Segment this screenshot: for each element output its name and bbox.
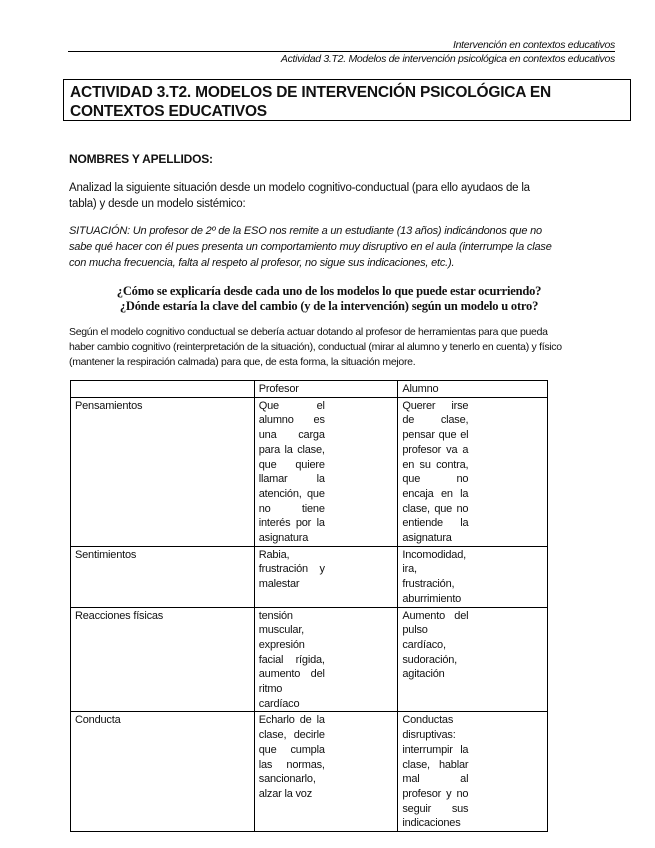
answer-text: Según el modelo cognitivo conductual se debería actuar dotando al profesor de herramientas para que pueda haber cambio cognitivo (reinterpretación de la situación), conductual (mirar al alumno y tenerlo en cuenta) y físico (mantener la respiración calmada) para que, de esta forma, la situación mejore. [69,326,562,368]
table-header-row [71,381,548,398]
activity-title: ACTIVIDAD 3.T2. MODELOS DE INTERVENCIÓN PSICOLÓGICA EN CONTEXTOS EDUCATIVOS [63,79,631,121]
table-row [71,397,548,546]
cell-profesor [254,712,398,832]
header-activity: Actividad 3.T2. Modelos de intervención psicológica en contextos educativos [280,53,615,65]
cell-text: Aumento del pulso cardíaco, sudoración, agitación [402,609,469,681]
cell-profesor [254,546,398,607]
cell-text: Conductas disruptivas: interrumpir la clase, hablar mal al profesor y no seguir sus indicaciones [402,714,469,830]
table-row [71,607,548,712]
header-rule [68,51,615,52]
header-course: Intervención en contextos educativos [453,39,615,51]
question-1: ¿Cómo se explicaría desde cada uno de los modelos lo que puede estar ocurriendo? [116,284,542,298]
cell-alumno [398,607,548,712]
intro-text: Analizad la siguiente situación desde un modelo cognitivo-conductual (para ello ayudaos de la tabla) y desde un modelo sistémico: [69,182,530,210]
cell-text: Incomodidad, ira, frustración, aburrimiento [402,548,467,605]
header-cell-alumno: Alumno [398,381,548,398]
row-label: Reacciones físicas [71,607,255,712]
cell-profesor [254,397,398,546]
cell-alumno [398,546,548,607]
cell-profesor [254,607,398,712]
analysis-table [70,380,548,832]
header-cell-empty [71,381,255,398]
cell-text: Echarlo de la clase, decirle que cumpla las normas, sancionarlo, alzar la voz [258,714,325,800]
row-label: Pensamientos [71,397,255,546]
cell-text: Querer irse de clase, pensar que el profesor va a en su contra, que no encaja en la clase, que no entiende la asignatura [402,399,469,545]
table-row [71,546,548,607]
header-cell-profesor: Profesor [254,381,398,398]
names-label: NOMBRES Y APELLIDOS: [69,152,213,166]
cell-text: tensión muscular, expresión facial rígida, aumento del ritmo cardíaco [258,609,325,710]
cell-text: Que el alumno es una carga para la clase, que quiere llamar la atención, que no tiene interés por la asignatura [258,399,325,545]
cell-text: Rabia, frustración y malestar [258,548,325,591]
situation-text: SITUACIÓN: Un profesor de 2º de la ESO nos remite a un estudiante (13 años) indicándonos que no sabe qué hacer con él pues presenta un comportamiento muy disruptivo en el aula (interrumpe la clase con mucha frecuencia, falta al respeto al profesor, no sigue sus indicaciones, etc.). [69,225,552,269]
question-2: ¿Dónde estaría la clave del cambio (y de la intervención) según un modelo u otro? [119,299,539,313]
table-row [71,712,548,832]
row-label: Sentimientos [71,546,255,607]
cell-alumno [398,712,548,832]
cell-alumno [398,397,548,546]
row-label: Conducta [71,712,255,832]
